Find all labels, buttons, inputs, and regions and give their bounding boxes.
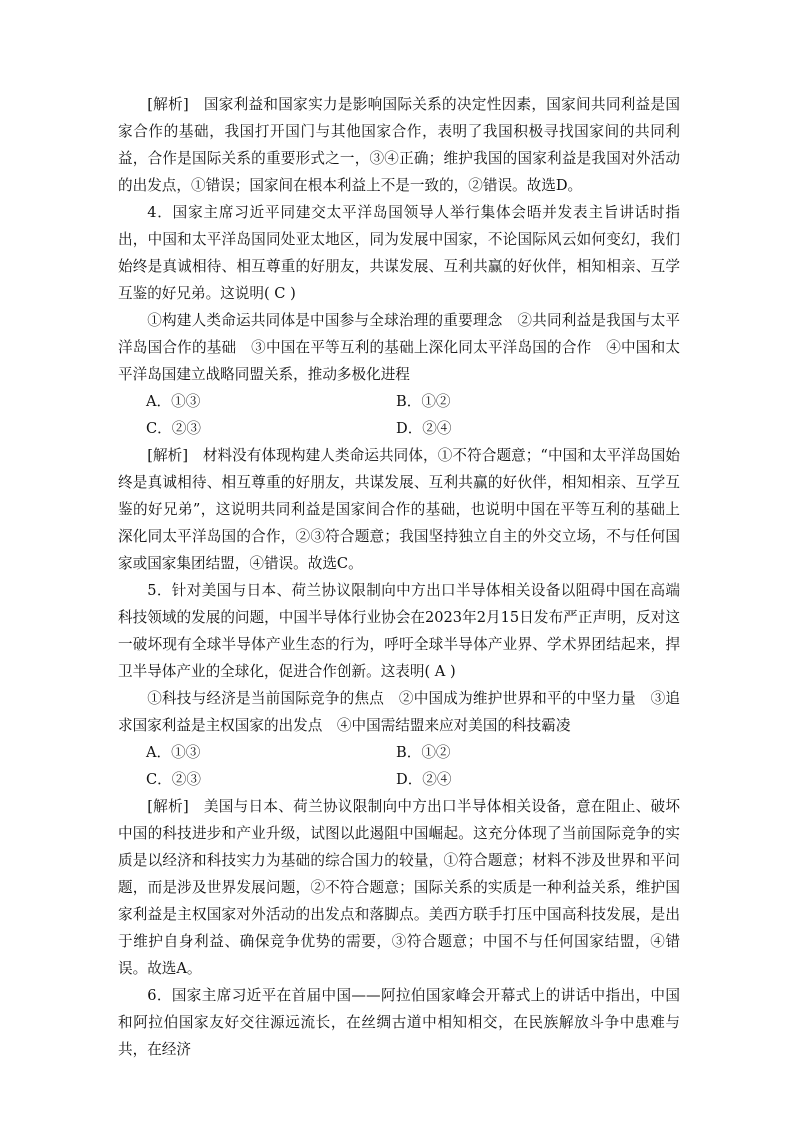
document-content: [118, 91, 680, 1063]
analysis-text: 国家利益和国家实力是影响国际关系的决定性因素，国家间共同利益是国家合作的基础，我国打开国门与其他国家合作，表明了我国积极寻找国家间的共同利益，合作是国际关系的重要形式之一，③④正确；维护我国的国家利益是我国对外活动的出发点，①错误；国家间在根本利益上不是一致的，②错误。故选D。: [118, 96, 680, 194]
option-a: A．①③: [146, 393, 201, 410]
option-c: C．②③: [146, 771, 201, 788]
q5-analysis: [118, 793, 680, 982]
analysis-tag: [解析]: [147, 798, 189, 815]
option-c: C．②③: [146, 420, 201, 437]
option-d: D．②④: [396, 420, 452, 437]
option-a: A．①③: [146, 744, 201, 761]
q4-options: [118, 388, 680, 442]
option-b: B．①②: [396, 744, 451, 761]
analysis-tag: [解析]: [147, 96, 189, 113]
q3-analysis: [118, 91, 680, 199]
analysis-tag: [解析]: [147, 447, 189, 464]
q4-analysis: [118, 442, 680, 577]
analysis-text: 美国与日本、荷兰协议限制向中方出口半导体相关设备，意在阻止、破坏中国的科技进步和产业升级，试图以此遏阻中国崛起。这充分体现了当前国际竞争的实质是以经济和科技实力为基础的综合国力的较量，①符合题意；材料不涉及世界和平问题，而是涉及世界发展问题，②不符合题意；国际关系的实质是一种利益关系，维护国家利益是主权国家对外活动的出发点和落脚点。美西方联手打压中国高科技发展，是出于维护自身利益、确保竞争优势的需要，③符合题意；中国不与任何国家结盟，④错误。故选A。: [118, 798, 680, 977]
q4-statements: ①构建人类命运共同体是中国参与全球治理的重要理念 ②共同利益是我国与太平洋岛国合作的基础 ③中国在平等互利的基础上深化同太平洋岛国的合作 ④中国和太平洋岛国建立战略同盟关系，推动多极化进程: [118, 312, 680, 383]
option-b: B．①②: [396, 393, 451, 410]
q6-stem: 6．国家主席习近平在首届中国——阿拉伯国家峰会开幕式上的讲话中指出，中国和阿拉伯国家友好交往源远流长，在丝绸古道中相知相交，在民族解放斗争中患难与共，在经济: [118, 987, 680, 1058]
q5-stem: 5．针对美国与日本、荷兰协议限制向中方出口半导体相关设备以阻碍中国在高端科技领域的发展的问题，中国半导体行业协会在2023年2月15日发布严正声明，反对这一破坏现有全球半导体产业生态的行为，呼吁全球半导体产业界、学术界团结起来，捍卫半导体产业的全球化，促进合作创新。这表明( A ): [118, 582, 680, 680]
analysis-text: 材料没有体现构建人类命运共同体，①不符合题意；“中国和太平洋岛国始终是真诚相待、相互尊重的好朋友，共谋发展、互利共赢的好伙伴，相知相亲、互学互鉴的好兄弟”，这说明共同利益是国家间合作的基础，也说明中国在平等互利的基础上深化同太平洋岛国的合作，②③符合题意；我国坚持独立自主的外交立场，不与任何国家或国家集团结盟，④错误。故选C。: [118, 447, 680, 572]
option-d: D．②④: [396, 771, 452, 788]
q4-stem: 4．国家主席习近平同建交太平洋岛国领导人举行集体会晤并发表主旨讲话时指出，中国和太平洋岛国同处亚太地区，同为发展中国家，不论国际风云如何变幻，我们始终是真诚相待、相互尊重的好朋友，共谋发展、互利共赢的好伙伴，相知相亲、互学互鉴的好兄弟。这说明( C ): [118, 204, 680, 302]
q5-statements: ①科技与经济是当前国际竞争的焦点 ②中国成为维护世界和平的中坚力量 ③追求国家利益是主权国家的出发点 ④中国需结盟来应对美国的科技霸凌: [118, 690, 680, 734]
q5-options: [118, 739, 680, 793]
